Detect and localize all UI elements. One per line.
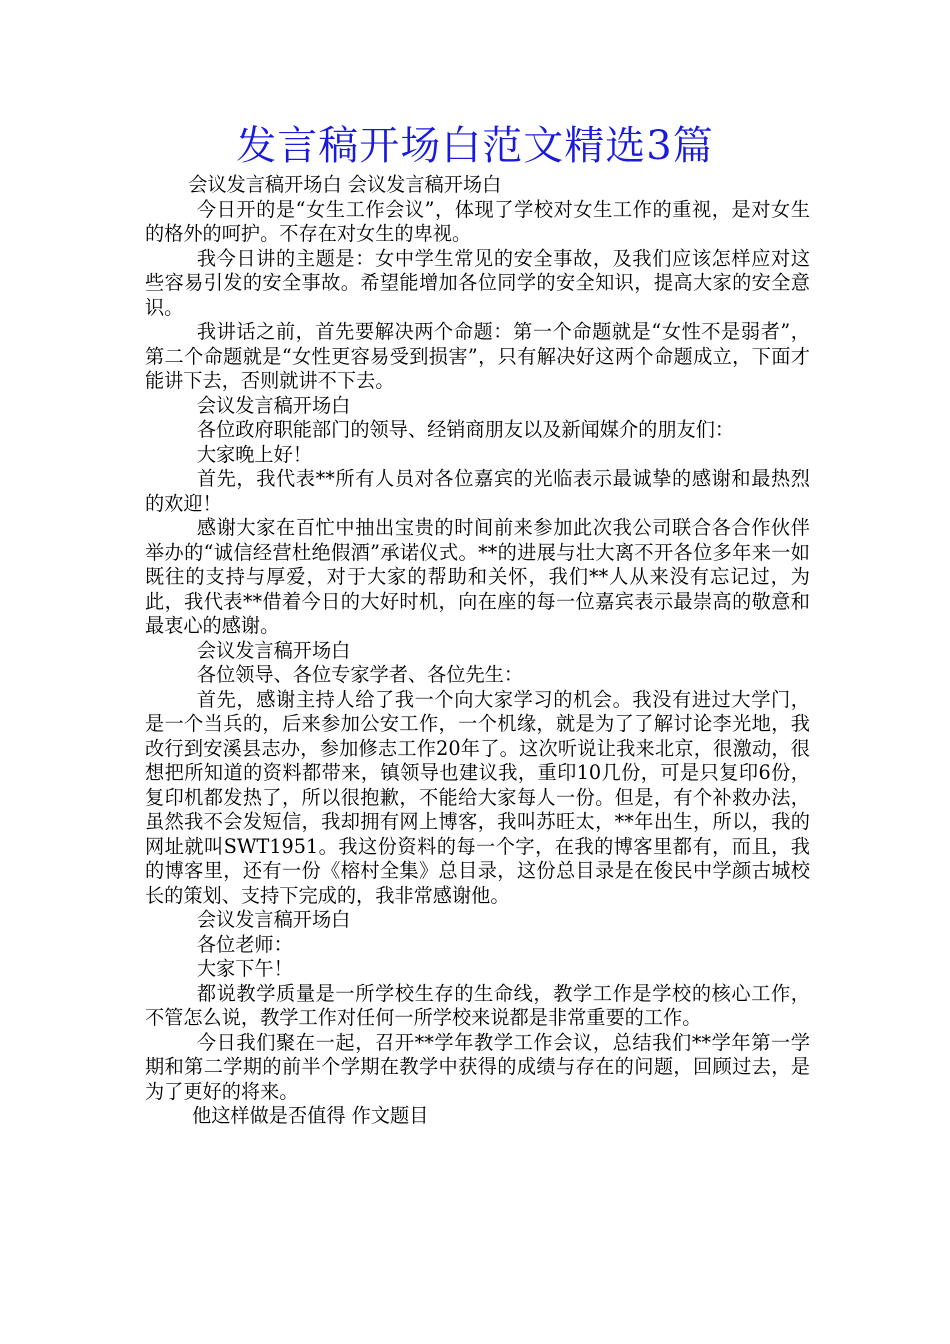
paragraph-heading: 他这样做是否值得 作文题目 xyxy=(192,1104,429,1127)
paragraph: 首先，我代表**所有人员对各位嘉宾的光临表示最诚挚的感谢和最热烈的欢迎！ xyxy=(145,467,810,515)
paragraph: 都说教学质量是一所学校生存的生命线，教学工作是学校的核心工作，不管怎么说，教学工作对任何一所学校来说都是非常重要的工作。 xyxy=(145,981,810,1029)
paragraph-salutation: 各位老师： xyxy=(196,932,293,956)
paragraph-greeting: 大家晚上好！ xyxy=(196,442,312,466)
paragraph-heading: 会议发言稿开场白 xyxy=(196,908,351,931)
paragraph: 今日我们聚在一起，召开**学年教学工作会议，总结我们**学年第一学期和第二学期的前半个学期在教学中获得的成绩与存在的问题，回顾过去，是为了更好的将来。 xyxy=(145,1030,810,1103)
paragraph: 首先，感谢主持人给了我一个向大家学习的机会。我没有进过大学门，是一个当兵的，后来参加公安工作，一个机缘，就是为了了解讨论李光地，我改行到安溪县志办，参加修志工作20年了。这次听说让我来北京，很激动，很想把所知道的资料都带来，镇领导也建议我，重印10几份，可是只复印6份，复印机都发热了，所以很抱歉，不能给大家每人一份。但是，有个补救办法，虽然我不会发短信，我却拥有网上博客，我叫苏旺太，**年出生，所以，我的网址就叫SWT1951。我这份资料的每一个字，在我的博客里都有，而且，我的博客里，还有一份《榕村全集》总目录，这份总目录是在俊民中学颜古城校长的策划、支持下完成的，我非常感谢他。 xyxy=(145,687,810,907)
paragraph: 感谢大家在百忙中抽出宝贵的时间前来参加此次我公司联合各合作伙伴举办的“诚信经营杜绝假酒”承诺仪式。**的进展与壮大离不开各位多年来一如既往的支持与厚爱，对于大家的帮助和关怀，我们**人从来没有忘记过，为此，我代表**借着今日的大好时机，向在座的每一位嘉宾表示最崇高的敬意和最衷心的感谢。 xyxy=(145,516,810,637)
paragraph-greeting: 大家下午！ xyxy=(196,957,293,980)
paragraph-heading: 会议发言稿开场白 xyxy=(196,638,351,662)
paragraph-heading: 会议发言稿开场白 xyxy=(196,393,351,417)
paragraph: 我今日讲的主题是：女中学生常见的安全事故，及我们应该怎样应对这些容易引发的安全事故。希望能增加各位同学的安全知识，提高大家的安全意识。 xyxy=(145,246,810,319)
document-title: 发言稿开场白范文精选3篇 xyxy=(236,123,714,169)
document-body xyxy=(145,173,810,1129)
paragraph: 今日开的是“女生工作会议”，体现了学校对女生工作的重视，是对女生的格外的呵护。不存在对女生的卑视。 xyxy=(145,197,810,245)
paragraph-salutation: 各位政府职能部门的领导、经销商朋友以及新闻媒介的朋友们： xyxy=(196,418,735,441)
paragraph-salutation: 各位领导、各位专家学者、各位先生： xyxy=(196,663,524,686)
paragraph: 我讲话之前，首先要解决两个命题：第一个命题就是“女性不是弱者”，第二个命题就是“女性更容易受到损害”，只有解决好这两个命题成立，下面才能讲下去，否则就讲不下去。 xyxy=(145,320,810,392)
paragraph-heading: 会议发言稿开场白 会议发言稿开场白 xyxy=(188,173,502,196)
